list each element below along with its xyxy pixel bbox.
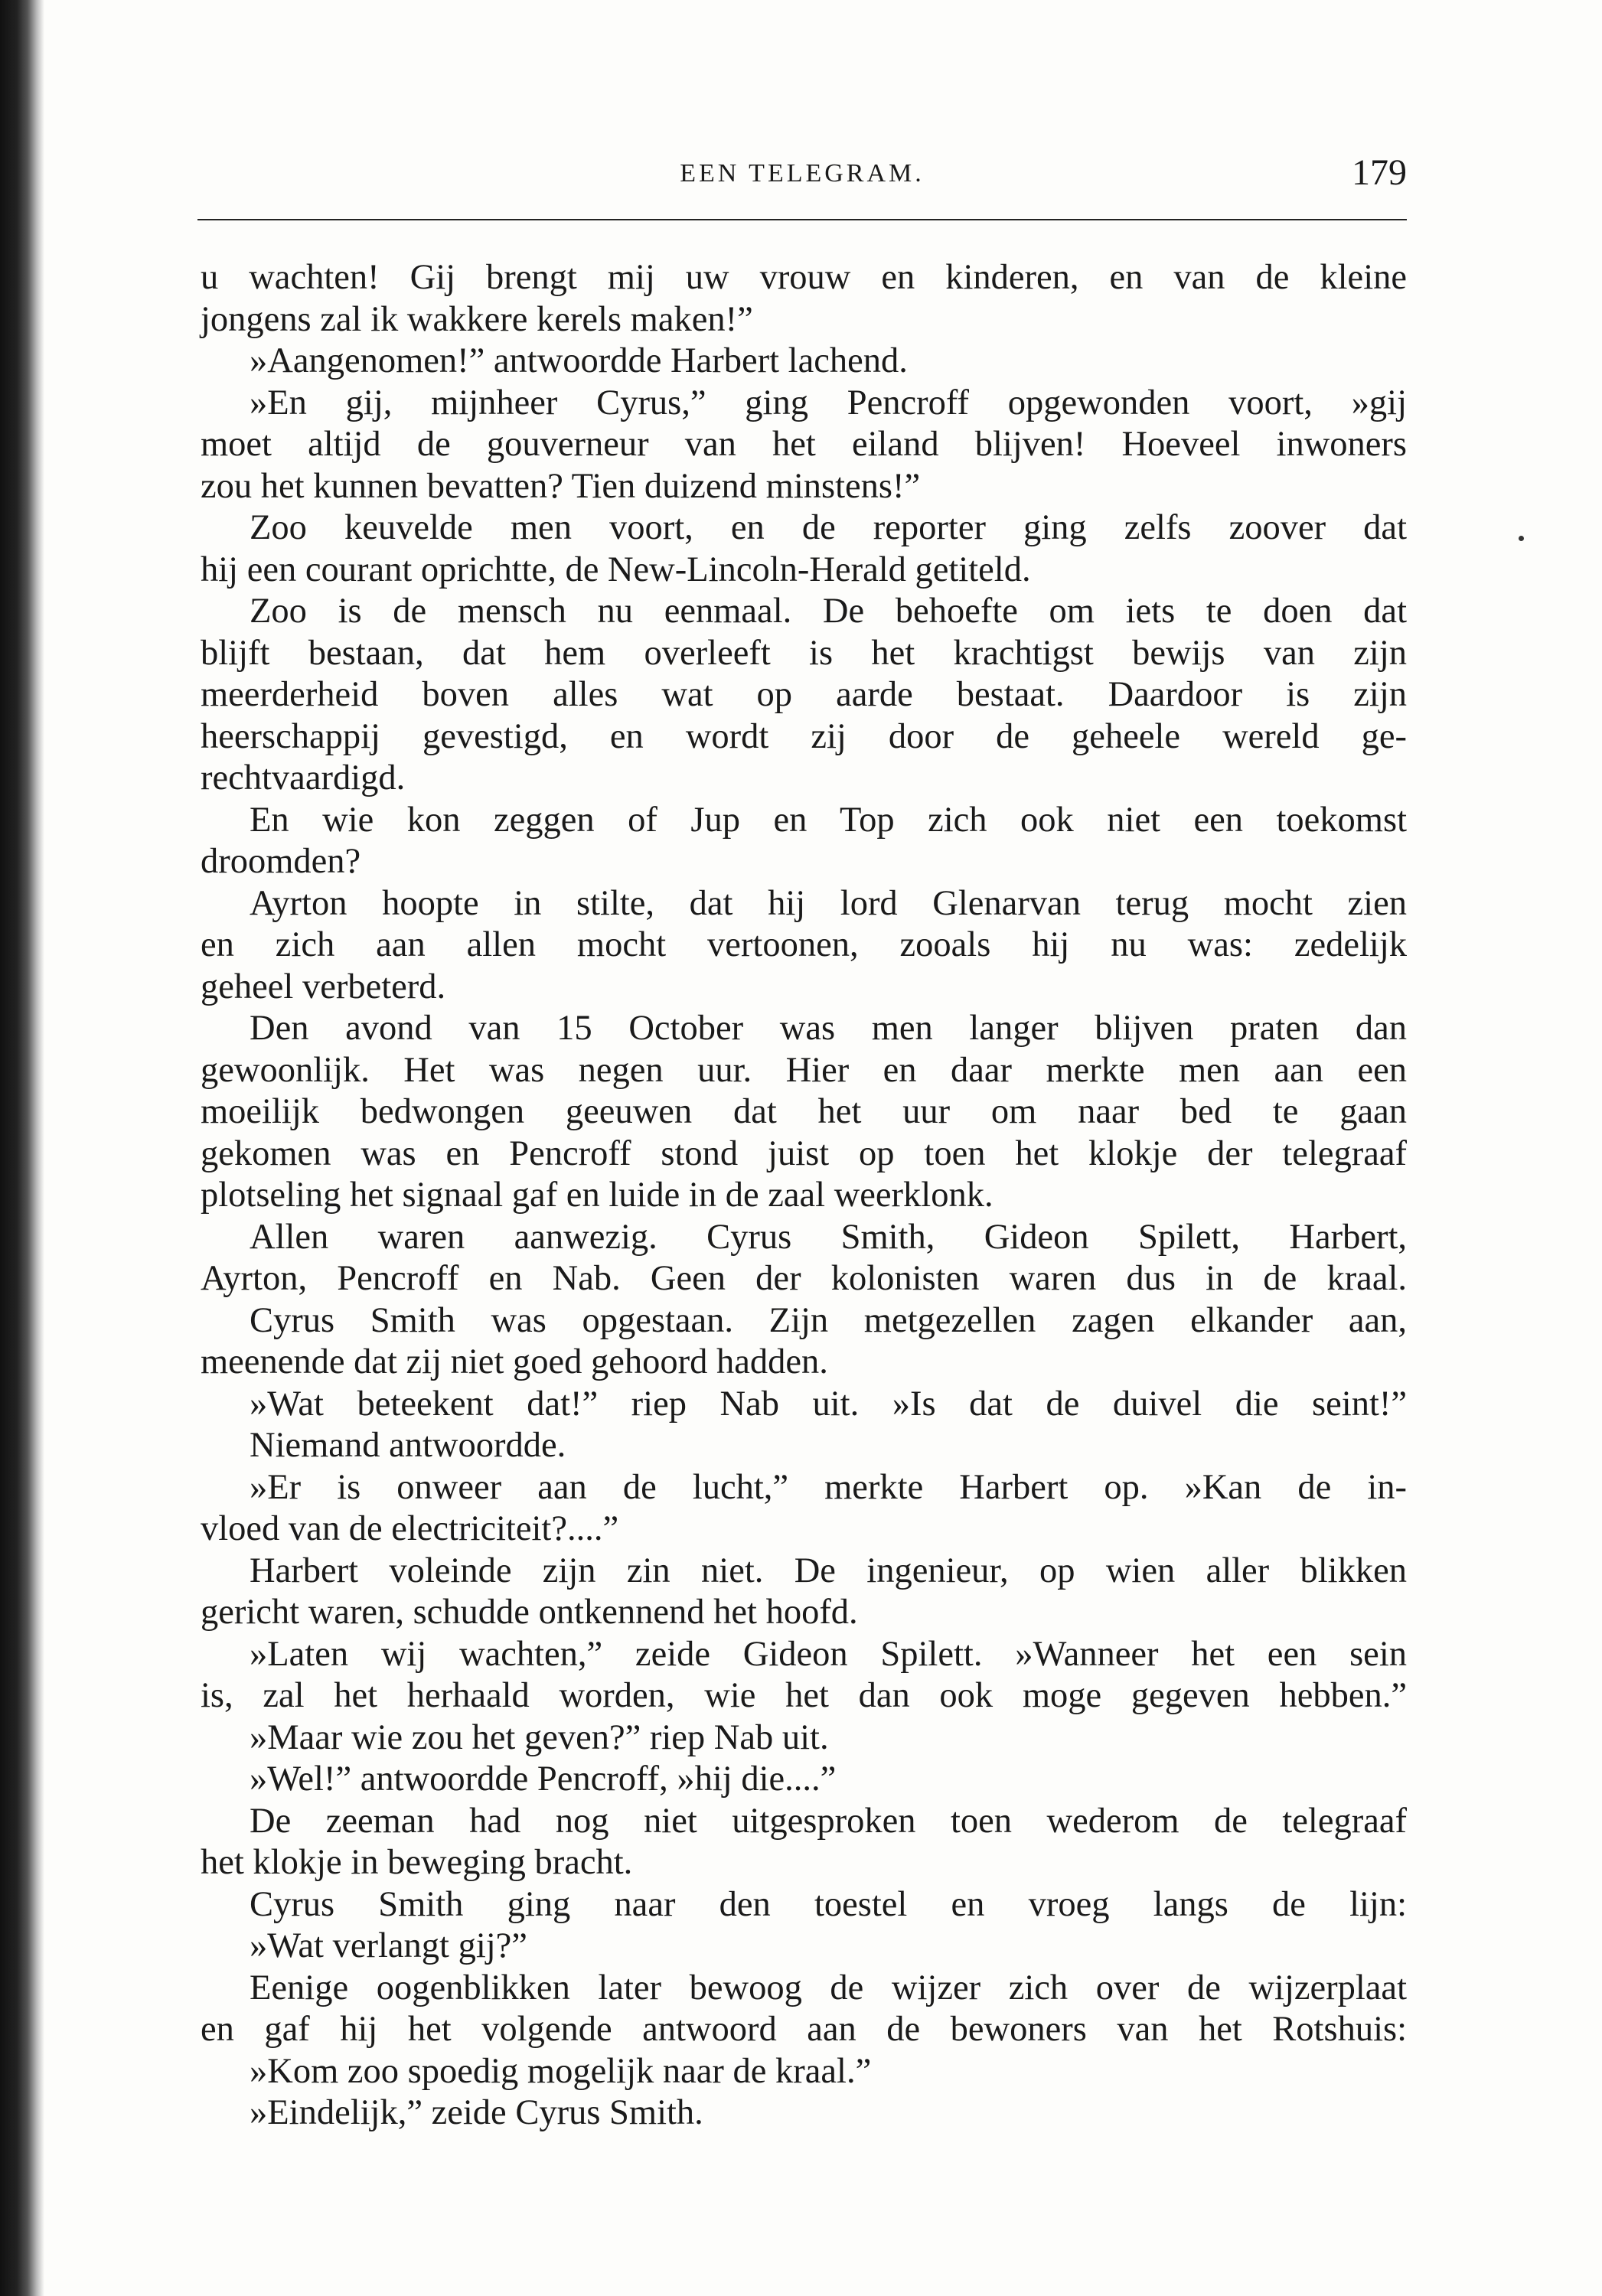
text-line: »Aangenomen!” antwoordde Harbert lachend. <box>250 341 908 380</box>
text-line: De zeeman had nog niet uitgesproken toen wederom de telegraaf <box>250 1801 1407 1841</box>
text-line: u wachten! Gij brengt mij uw vrouw en kinderen, en van de kleine <box>201 258 1407 297</box>
text-line: blijft bestaan, dat hem overleeft is het krachtigst bewijs van zijn <box>201 633 1407 673</box>
header-rule <box>197 219 1407 220</box>
running-head: EEN TELEGRAM. <box>680 159 925 188</box>
text-line: Ayrton hoopte in stilte, dat hij lord Glenarvan terug mocht zien <box>250 883 1407 923</box>
text-line: zou het kunnen bevatten? Tien duizend minstens!” <box>201 466 921 506</box>
ink-speck <box>1519 536 1524 541</box>
text-line: »En gij, mijnheer Cyrus,” ging Pencroff opgewonden voort, »gij <box>250 383 1407 422</box>
text-line: Den avond van 15 October was men langer blijven praten dan <box>250 1009 1407 1048</box>
page-number: 179 <box>1352 152 1407 193</box>
text-line: en gaf hij het volgende antwoord aan de bewoners van het Rotshuis: <box>201 2010 1407 2049</box>
text-line: gericht waren, schudde ontkennend het hoofd. <box>201 1593 858 1632</box>
page-header <box>197 150 1407 211</box>
text-line: Zoo keuvelde men voort, en de reporter ging zelfs zoover dat <box>250 508 1407 547</box>
text-line: plotseling het signaal gaf en luide in de zaal weerklonk. <box>201 1176 994 1215</box>
text-line: Ayrton, Pencroff en Nab. Geen der kolonisten waren dus in de kraal. <box>201 1259 1407 1298</box>
text-line: Cyrus Smith was opgestaan. Zijn metgezellen zagen elkander aan, <box>250 1300 1407 1340</box>
text-line: vloed van de electriciteit?....” <box>201 1509 619 1548</box>
text-line: moet altijd de gouverneur van het eiland blijven! Hoeveel inwoners <box>201 425 1407 464</box>
text-line: Eenige oogenblikken later bewoog de wijzer zich over de wijzerplaat <box>250 1968 1407 2007</box>
text-line: gekomen was en Pencroff stond juist op toen het klokje der telegraaf <box>201 1133 1407 1173</box>
text-line: hij een courant oprichtte, de New-Lincoln-Herald getiteld. <box>201 550 1031 589</box>
text-line: droomden? <box>201 842 361 881</box>
text-line: is, zal het herhaald worden, wie het dan ook moge gegeven hebben.” <box>201 1676 1407 1715</box>
text-line: heerschappij gevestigd, en wordt zij door de geheele wereld ge- <box>201 716 1407 756</box>
text-line: »Wat beteekent dat!” riep Nab uit. »Is dat de duivel die seint!” <box>250 1384 1407 1424</box>
text-line: Niemand antwoordde. <box>250 1426 566 1465</box>
text-line: jongens zal ik wakkere kerels maken!” <box>201 299 753 339</box>
text-line: Cyrus Smith ging naar den toestel en vroeg langs de lijn: <box>250 1884 1407 1924</box>
body-text <box>201 257 1407 2135</box>
text-line: moeilijk bedwongen geeuwen dat het uur om naar bed te gaan <box>201 1092 1407 1131</box>
text-line: »Eindelijk,” zeide Cyrus Smith. <box>250 2093 703 2132</box>
text-line: gewoonlijk. Het was negen uur. Hier en daar merkte men aan een <box>201 1050 1407 1090</box>
text-line: meerderheid boven alles wat op aarde bestaat. Daardoor is zijn <box>201 675 1407 714</box>
text-line: Allen waren aanwezig. Cyrus Smith, Gideon Spilett, Harbert, <box>250 1217 1407 1257</box>
text-line: »Maar wie zou het geven?” riep Nab uit. <box>250 1717 829 1757</box>
text-line: het klokje in beweging bracht. <box>201 1843 633 1882</box>
text-line: »Kom zoo spoedig mogelijk naar de kraal.” <box>250 2051 872 2091</box>
text-line: Zoo is de mensch nu eenmaal. De behoefte om iets te doen dat <box>250 592 1407 631</box>
text-line: meenende dat zij niet goed gehoord hadden. <box>201 1342 828 1381</box>
text-line: en zich aan allen mocht vertoonen, zooals hij nu was: zedelijk <box>201 925 1407 964</box>
text-line: »Er is onweer aan de lucht,” merkte Harbert op. »Kan de in- <box>250 1467 1407 1507</box>
text-line: Harbert voleinde zijn zin niet. De ingenieur, op wien aller blikken <box>250 1551 1407 1590</box>
text-line: En wie kon zeggen of Jup en Top zich ook niet een toekomst <box>250 800 1407 840</box>
text-line: rechtvaardigd. <box>201 758 406 797</box>
text-line: »Wel!” antwoordde Pencroff, »hij die....” <box>250 1760 837 1799</box>
text-line: geheel verbeterd. <box>201 967 446 1006</box>
text-line: »Wat verlangt gij?” <box>250 1926 527 1965</box>
text-line: »Laten wij wachten,” zeide Gideon Spilett. »Wanneer het een sein <box>250 1634 1407 1674</box>
book-binding-edge <box>0 0 44 2296</box>
